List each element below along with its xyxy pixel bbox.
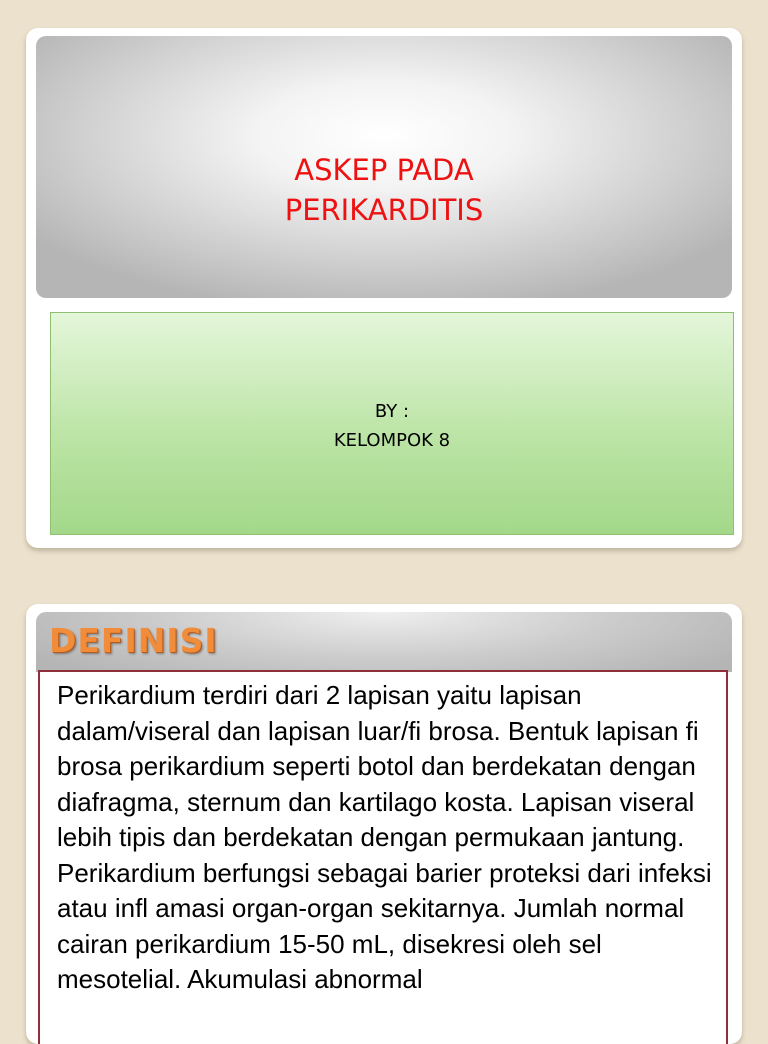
slide-heading: DEFINISI: [49, 621, 218, 660]
title-line-2: PERIKARDITIS: [284, 193, 484, 227]
slide-title: [26, 28, 742, 548]
title-panel: [36, 36, 732, 298]
slide-definisi: [26, 604, 742, 1044]
subtitle-box: [50, 312, 734, 535]
subtitle-text: [51, 397, 733, 455]
subtitle-line-2: KELOMPOK 8: [333, 430, 451, 451]
content-box: [38, 670, 728, 1044]
header-panel: [36, 612, 732, 672]
slide-title-text: [36, 150, 732, 230]
definition-text: Perikardium terdiri dari 2 lapisan yaitu lapisan dalam/viseral dan lapisan luar/fi brosa. Bentuk lapisan fi brosa perikardium seperti botol dan berdekatan dengan diafragma, sternum dan kartilago kosta. Lapisan viseral lebih tipis dan berdekatan dengan permukaan jantung. Perikardium berfungsi sebagai barier proteksi dari infeksi atau infl amasi organ-organ sekitarnya. Jumlah normal cairan perikardium 15-50 mL, disekresi oleh sel mesotelial. Akumulasi abnormal: [57, 680, 712, 994]
title-line-1: ASKEP PADA: [294, 153, 474, 187]
subtitle-line-1: BY :: [374, 401, 410, 422]
